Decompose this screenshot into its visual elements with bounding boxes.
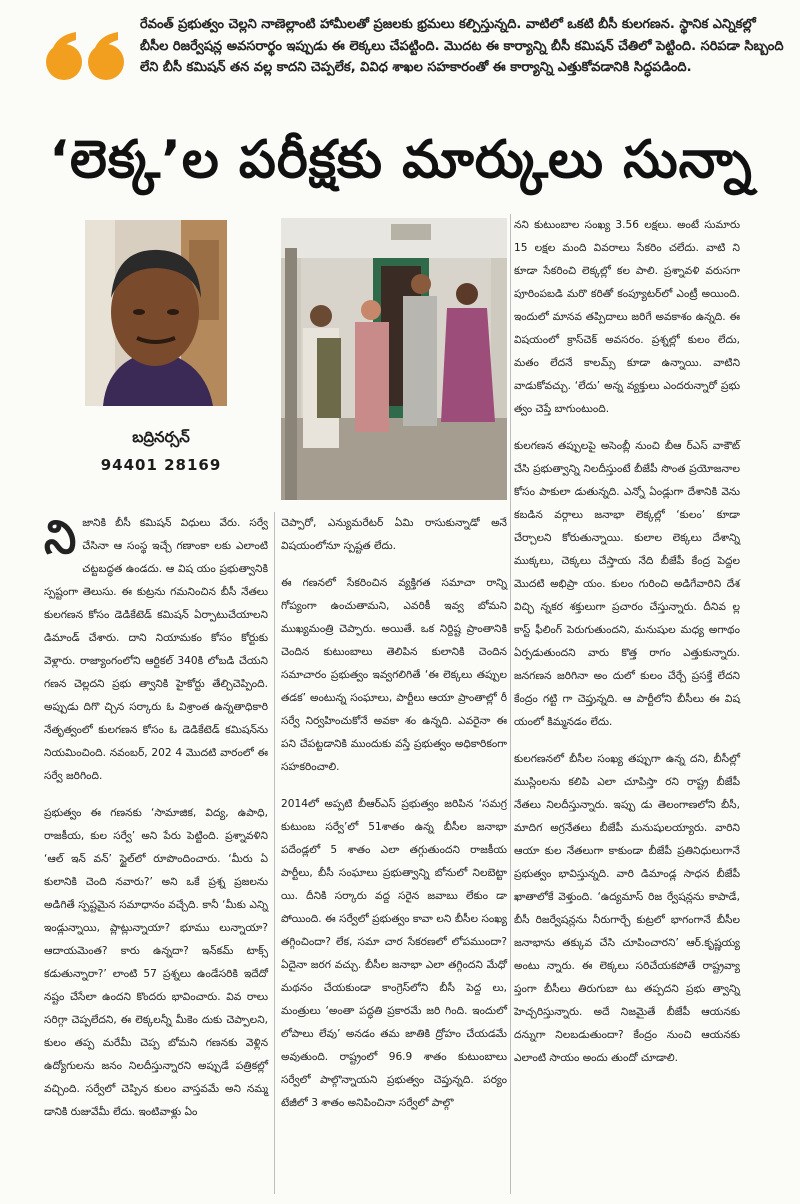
column-divider	[274, 512, 275, 1194]
article-paragraph: ఈ గణనలో సేకరించిన వ్యక్తిగత సమాచా రాన్ని గోప్యంగా ఉంచుతామని, ఎవరికీ ఇవ్వ బోమని ముఖ్యమంత్రి చెప్పారు. అయితే. ఒక నిర్దిష్ట ప్రాంతానికి చెందిన కుటుంబాలు తెలిపిన కులానికి చెందిన సమాచారం ప్రభుత్వం ఇవ్వగలిగితే ‘ఈ లెక్కలు తప్పుల తడక’ అంటున్న సంఘాలు, పార్టీలు ఆయా ప్రాంతాల్లో రీ సర్వే నిర్వహించుకోనే అవకా శం ఉన్నది. ఎవరైనా ఈ పని చేపట్టడానికి ముందుకు వస్తే ప్రభుత్వం అధికారికంగా సహకరించాలి.	[281, 577, 507, 773]
drop-cap: ని	[44, 510, 77, 564]
article-paragraph: నని కుటుంబాల సంఖ్య 3.56 లక్షలు. అంటే సుమారు 15 లక్షల మంది వివరాలు సేకరిం చలేదు. వాటి ని కూడా సేకరించి లెక్కల్లో కల పాలి. ప్రశ్నావళి వరుసగా పూరింపబడి మరొ కరితో కంప్యూటర్‌లో ఎంట్రీ అయింది. ఇందులో మానవ తప్పిదాలు జరిగే అవకాశం ఉన్నది. ఈ విషయంలో క్రాస్‌చెక్ అవసరం. ప్రశ్నల్లో కులం లేదు, మతం లేదనే కాలమ్స్ కూడా ఉన్నాయి. వాటిని వాడుకోవచ్చు. ‘లేదు’ అన్న వ్యక్తులు ఎందరున్నారో ప్రభు త్వం చెప్తే బాగుంటుంది.	[514, 219, 740, 415]
survey-photo	[281, 218, 507, 500]
article-paragraph: 2014లో అప్పటి బీఆర్ఎస్ ప్రభుత్వం జరిపిన ‘సమగ్ర కుటుంబ సర్వే’లో 51శాతం ఉన్న బీసీల జనాభా పదేండ్లలో 5 శాతం ఎలా తగ్గుతుందని రాజకీయ పార్టీలు, బీసీ సంఘాలు ప్రభుత్వాన్ని బోనులో నిలబెట్టా యి. దీనికి సర్కారు వద్ద సరైన జవాబు లేకుం డా పోయింది. ఈ సర్వేలో ప్రభుత్వం కావా లని బీసీల సంఖ్య తగ్గించిందా? లేక, సమా చార సేకరణలో లోపముందా? ఏదైనా జరగ వచ్చు. బీసీల జనాభా ఎలా తగ్గిందని మేధో మథనం చేయకుండా కాంగ్రెస్‌లోని బీసీ పెద్ద లు, మంత్రులు ‘అంతా పద్ధతి ప్రకారమే జరి గింది. ఇందులో లోపాలు లేవు’ అనడం తమ జాతికి ద్రోహం చేయడమే అవుతుంది. రాష్ట్రంలో 96.9 శాతం కుటుంబాలు సర్వేలో పాల్గొన్నాయని ప్రభుత్వం చెప్తున్నది. పర్యం టేజీలో 3 శాతం అనిపించినా సర్వేలో పాల్గొ	[281, 798, 507, 1109]
article-paragraph: చెప్పారో, ఎన్యుమరేటర్ ఏమి రాసుకున్నాడో అనే విషయంలోనూ స్పష్టత లేదు.	[281, 517, 507, 552]
paragraph-text: జానికి బీసీ కమిషన్ విధులు వేరు. సర్వే చేసినా ఆ సంస్థ ఇచ్చే గణాంకా లకు ఎలాంటి చట్టబద్ధత ఉండదు. ఆ విష యం ప్రభుత్వానికి స్పష్టంగా తెలుసు. ఈ కుట్రను గమనించిన బీసీ నేతలు కులగణన కోసం డెడికేటెడ్ కమిషన్ ఏర్పాటుచేయాలని డిమాండ్ చేశారు. దాని నియామకం కోసం కోర్టుకు వెళ్లారు. రాజ్యాంగంలోని ఆర్టికల్ 340కి లోబడి చేయని గణన చెల్లదని ప్రభు త్వానికి హైకోర్టు తేల్చిచెప్పింది. అప్పుడు దిగొ చ్చిన సర్కారు ఓ విశ్రాంత ఉన్నతాధికారి నేతృత్వంలో కులగణన కోసం ఓ డెడికేటెడ్ కమిషన్‌ను నియమించింది. నవంబర్, 202 4 మొదటి వారంలో ఈ సర్వే జరిగింది.	[44, 517, 268, 782]
article-paragraph: కులగణన తప్పులపై అసెంబ్లీ నుంచి బీఆ ర్ఎస్ వాకౌట్ చేసి ప్రభుత్వాన్ని నిలదీస్తుంటే బీజేపీ సొంత ప్రయోజనాల కోసం పాకులా డుతున్నది. ఎన్నో ఏండ్లుగా దేశానికి వెను కబడిన వర్గాలు జనాభా లెక్కల్లో ‘కులం’ కూడా చేర్చాలని కోరుతున్నాయి. కులాల లెక్కలు దేశాన్ని ముక్కలు, చెక్కలు చేస్తాయ నేది బీజేపీ కేంద్ర పెద్దల మొదటి అభిప్రా యం. కులం గురించి అడిగేవారిని దేశ విచ్ఛి న్నకర శక్తులుగా ప్రచారం చేస్తున్నారు. దీనివ ల్ల కాస్ట్ ఫీలింగ్ పెరుగుతుందని, మనుషుల మధ్య అగాథం ఏర్పడుతుందని వారు కొత్త రాగం ఎత్తుకున్నారు. జనగణన జరిగినా అం దులో కులం చేర్చే ప్రసక్తే లేదని కేంద్రం గట్టి గా చెప్తున్నది. ఆ పార్టీలోని బీసీలు ఈ విష యంలో కిమ్మనడం లేదు.	[514, 440, 740, 728]
article-paragraph: కులగణనలో బీసీల సంఖ్య తప్పుగా ఉన్న దని, బీసీల్లో ముస్లింలను కలిపి ఎలా చూపిస్తా రని రాష్ట్ర బీజేపీ నేతలు నిలదీస్తున్నారు. ఇప్పు డు తెలంగాణలోని బీసీ, మాదిగ అగ్రనేతలు బీజేపీ మనుషులయ్యారు. వారిని ఆయా కుల నేతలుగా కాకుండా బీజేపీ ప్రతినిధులుగానే ప్రభుత్వం భావిస్తున్నది. వారి డిమాండ్ల సాధన బీజేపీ ఖాతాలోకే వెళ్తుంది. ‘ఉద్యమాస్ రిజ ర్వేషన్లను కాపాడే, బీసీ రిజర్వేషన్లను నీరుగార్చే కుట్రలో భాగంగానే బీసీల జనాభాను తక్కువ చేసి చూపించారని’ ఆర్.కృష్ణయ్య అంటు న్నారు. ఈ లెక్కలు సరిచేయకపోతే రాష్ట్రవ్యా ప్తంగా బీసీలు తిరుగుబా టు తప్పదని ప్రభు త్వాన్ని హెచ్చరిస్తున్నారు. అదే నిజమైతే బీజేపీ ఆయనకు దన్నుగా నిలబడుతుందా? కేంద్రం నుంచి ఆయనకు ఎలాంటి సాయం అందు తుందో చూడాలి.	[514, 753, 740, 1064]
quote-text: రేవంత్ ప్రభుత్వం చెల్లని నాణెల్లాంటి హామీలతో ప్రజలకు భ్రమలు కల్పిస్తున్నది. వాటిలో ఒకటి బీసీ కులగణన. స్థానిక ఎన్నికల్లో బీసీల రిజర్వేషన్ల అవసరార్థం ఇప్పుడు ఈ లెక్కలు చేపట్టింది. మొదట ఈ కార్యాన్ని బీసీ కమిషన్ చేతిలో పెట్టింది. సరిపడా సిబ్బంది లేని బీసీ కమిషన్ తన వల్ల కాదని చెప్పలేక, వివిధ శాఖల సహకారంతో ఈ కార్యాన్ని ఎత్తుకోవడానికి సిద్ధపడింది.	[140, 17, 784, 75]
article-paragraph: ప్రభుత్వం ఈ గణనకు ‘సామాజిక, విద్య, ఉపాధి, రాజకీయ, కుల సర్వే’ అని పేరు పెట్టింది. ప్రశ్నావళిని ‘ఆల్ ఇన్ వన్’ స్టైల్‌లో రూపొందించారు. ‘మీరు ఏ కులానికి చెంది నవారు?’ అని ఒకే ప్రశ్న ప్రజలను అడిగితే స్పష్టమైన సమాధానం వచ్చేది. కానీ ‘మీకు ఎన్ని ఇండ్లున్నాయి, ప్లాట్లున్నాయా? భూము లున్నాయా? ఆదాయమెంత? కారు ఉన్నదా? ఇన్‌కమ్ టాక్స్ కడుతున్నారా?’ లాంటి 57 ప్రశ్నలు ఉండేసరికి ఇదేదో నష్టం చేసేలా ఉందని కొందరు భావించారు. వివ రాలు సరిగ్గా చెప్పలేదని, ఈ లెక్కలన్నీ మీకెం దుకు చెప్పాలని, కులం తప్ప మరేమీ చెప్ప బోమని గణనకు వెళ్లిన ఉద్యోగులను జనం నిలదీస్తున్నారని అప్పుడే పత్రికల్లో వచ్చింది. సర్వేలో చెప్పిన కులం వాస్తవమే అని నమ్మ డానికి రుజువేమీ లేదు. ఇంటివాళ్లు ఏం	[44, 807, 268, 1118]
headline: ‘లెక్క’ల పరీక్షకు మార్కులు సున్నా	[49, 130, 753, 190]
column-divider	[510, 214, 511, 1194]
article-column-2	[281, 512, 507, 1129]
author-name: బద్రినర్సన్	[132, 428, 190, 446]
author-photo	[85, 220, 227, 406]
author-phone: 94401 28169	[100, 456, 222, 474]
quote-mark-icon	[42, 28, 132, 92]
pull-quote	[12, 8, 788, 118]
article-paragraph	[44, 512, 268, 788]
article-column-3	[514, 214, 740, 1084]
article-column-1	[44, 512, 268, 1138]
